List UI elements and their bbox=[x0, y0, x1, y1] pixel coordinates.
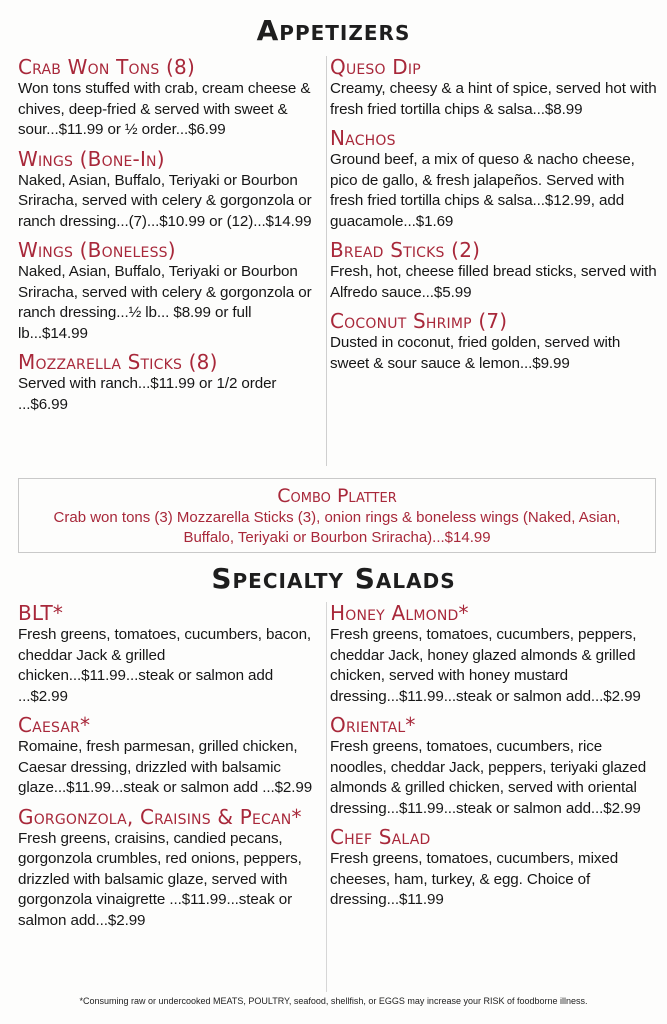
menu-item bbox=[330, 127, 660, 232]
menu-item bbox=[330, 239, 660, 303]
item-description: Fresh greens, tomatoes, cucumbers, rice noodles, cheddar Jack, peppers, teriyaki glazed almonds & grilled chicken, served with oriental dressing...$11.99...steak or salmon add...$2.99 bbox=[330, 738, 647, 817]
menu-item bbox=[330, 310, 660, 374]
menu-item bbox=[18, 56, 324, 141]
salads-heading: Specialty Salads bbox=[211, 562, 456, 595]
menu-item bbox=[18, 148, 324, 233]
salads-left-column bbox=[18, 602, 324, 938]
menu-item bbox=[18, 806, 324, 932]
item-name: Bread Sticks (2) bbox=[330, 238, 481, 262]
column-divider bbox=[326, 56, 327, 466]
item-name: Chef Salad bbox=[330, 825, 431, 849]
menu-item bbox=[330, 602, 660, 707]
item-description: Fresh greens, tomatoes, cucumbers, bacon, cheddar Jack & grilled chicken...$11.99...steak or salmon add ...$2.99 bbox=[18, 626, 312, 705]
menu-item bbox=[18, 602, 324, 707]
item-description: Dusted in coconut, fried golden, served with sweet & sour sauce & lemon...$9.99 bbox=[330, 334, 621, 372]
salads-right-column bbox=[330, 602, 660, 918]
item-name: Coconut Shrimp (7) bbox=[330, 309, 508, 333]
item-description: Fresh greens, tomatoes, cucumbers, peppers, cheddar Jack, honey glazed almonds & grilled chicken, served with honey mustard dressing...$11.99...steak or salmon add...$2.99 bbox=[330, 626, 641, 705]
menu-item bbox=[18, 239, 324, 344]
combo-description: Crab won tons (3) Mozzarella Sticks (3), onion rings & boneless wings (Naked, Asian, Buffalo, Teriyaki or Bourbon Sriracha)...$14.99 bbox=[53, 509, 621, 546]
menu-item bbox=[330, 714, 660, 819]
appetizers-right-column bbox=[330, 56, 660, 381]
item-name: Caesar* bbox=[18, 713, 91, 737]
item-description: Served with ranch...$11.99 or 1/2 order ...$6.99 bbox=[18, 375, 277, 413]
combo-platter-box bbox=[18, 478, 656, 553]
item-name: Wings (Boneless) bbox=[18, 238, 176, 262]
appetizers-heading: Appetizers bbox=[256, 14, 411, 47]
menu-item bbox=[18, 714, 324, 799]
item-description: Romaine, fresh parmesan, grilled chicken, Caesar dressing, drizzled with balsamic glaze...$11.99...steak or salmon add ...$2.99 bbox=[18, 738, 313, 796]
menu-item bbox=[330, 826, 660, 911]
item-description: Fresh greens, tomatoes, cucumbers, mixed cheeses, ham, turkey, & egg. Choice of dressing...$11.99 bbox=[330, 850, 619, 908]
item-name: Queso Dip bbox=[330, 55, 421, 79]
menu-item bbox=[18, 351, 324, 415]
item-name: Crab Won Tons (8) bbox=[18, 55, 195, 79]
combo-title: Combo Platter bbox=[277, 485, 397, 507]
item-name: BLT* bbox=[18, 601, 64, 625]
column-divider bbox=[326, 602, 327, 992]
item-description: Naked, Asian, Buffalo, Teriyaki or Bourbon Sriracha, served with celery & gorgonzola or ranch dressing...(7)...$10.99 or (12)...$14.99 bbox=[18, 171, 312, 230]
item-description: Ground beef, a mix of queso & nacho cheese, pico de gallo, & fresh jalapeños. Served with fresh fried tortilla chips & salsa...$12.99, add guacamole...$1.69 bbox=[330, 151, 635, 230]
item-name: Nachos bbox=[330, 126, 396, 150]
item-name: Mozzarella Sticks (8) bbox=[18, 350, 218, 374]
appetizers-left-column bbox=[18, 56, 324, 422]
menu-item bbox=[330, 56, 660, 120]
item-description: Fresh greens, craisins, candied pecans, gorgonzola crumbles, red onions, peppers, drizzled with balsamic glaze, served with gorgonzola vinaigrette ...$11.99...steak or salmon add...$2.99 bbox=[18, 829, 302, 929]
item-description: Naked, Asian, Buffalo, Teriyaki or Bourbon Sriracha, served with celery & gorgonzola or ranch dressing...½ lb... $8.99 or full lb...$14.99 bbox=[18, 263, 312, 342]
item-description: Fresh, hot, cheese filled bread sticks, served with Alfredo sauce...$5.99 bbox=[330, 263, 657, 301]
item-description: Creamy, cheesy & a hint of spice, served hot with fresh fried tortilla chips & salsa...$8.99 bbox=[330, 80, 657, 118]
item-name: Gorgonzola, Craisins & Pecan* bbox=[18, 804, 302, 829]
health-disclaimer: *Consuming raw or undercooked MEATS, POULTRY, seafood, shellfish, or EGGS may increase your RISK of foodborne illness. bbox=[79, 996, 588, 1006]
item-name: Honey Almond* bbox=[330, 601, 469, 625]
item-name: Oriental* bbox=[330, 713, 416, 737]
item-name: Wings (Bone-In) bbox=[18, 146, 165, 171]
item-description: Won tons stuffed with crab, cream cheese & chives, deep-fried & served with sweet & sour...$11.99 or ½ order...$6.99 bbox=[18, 80, 311, 138]
